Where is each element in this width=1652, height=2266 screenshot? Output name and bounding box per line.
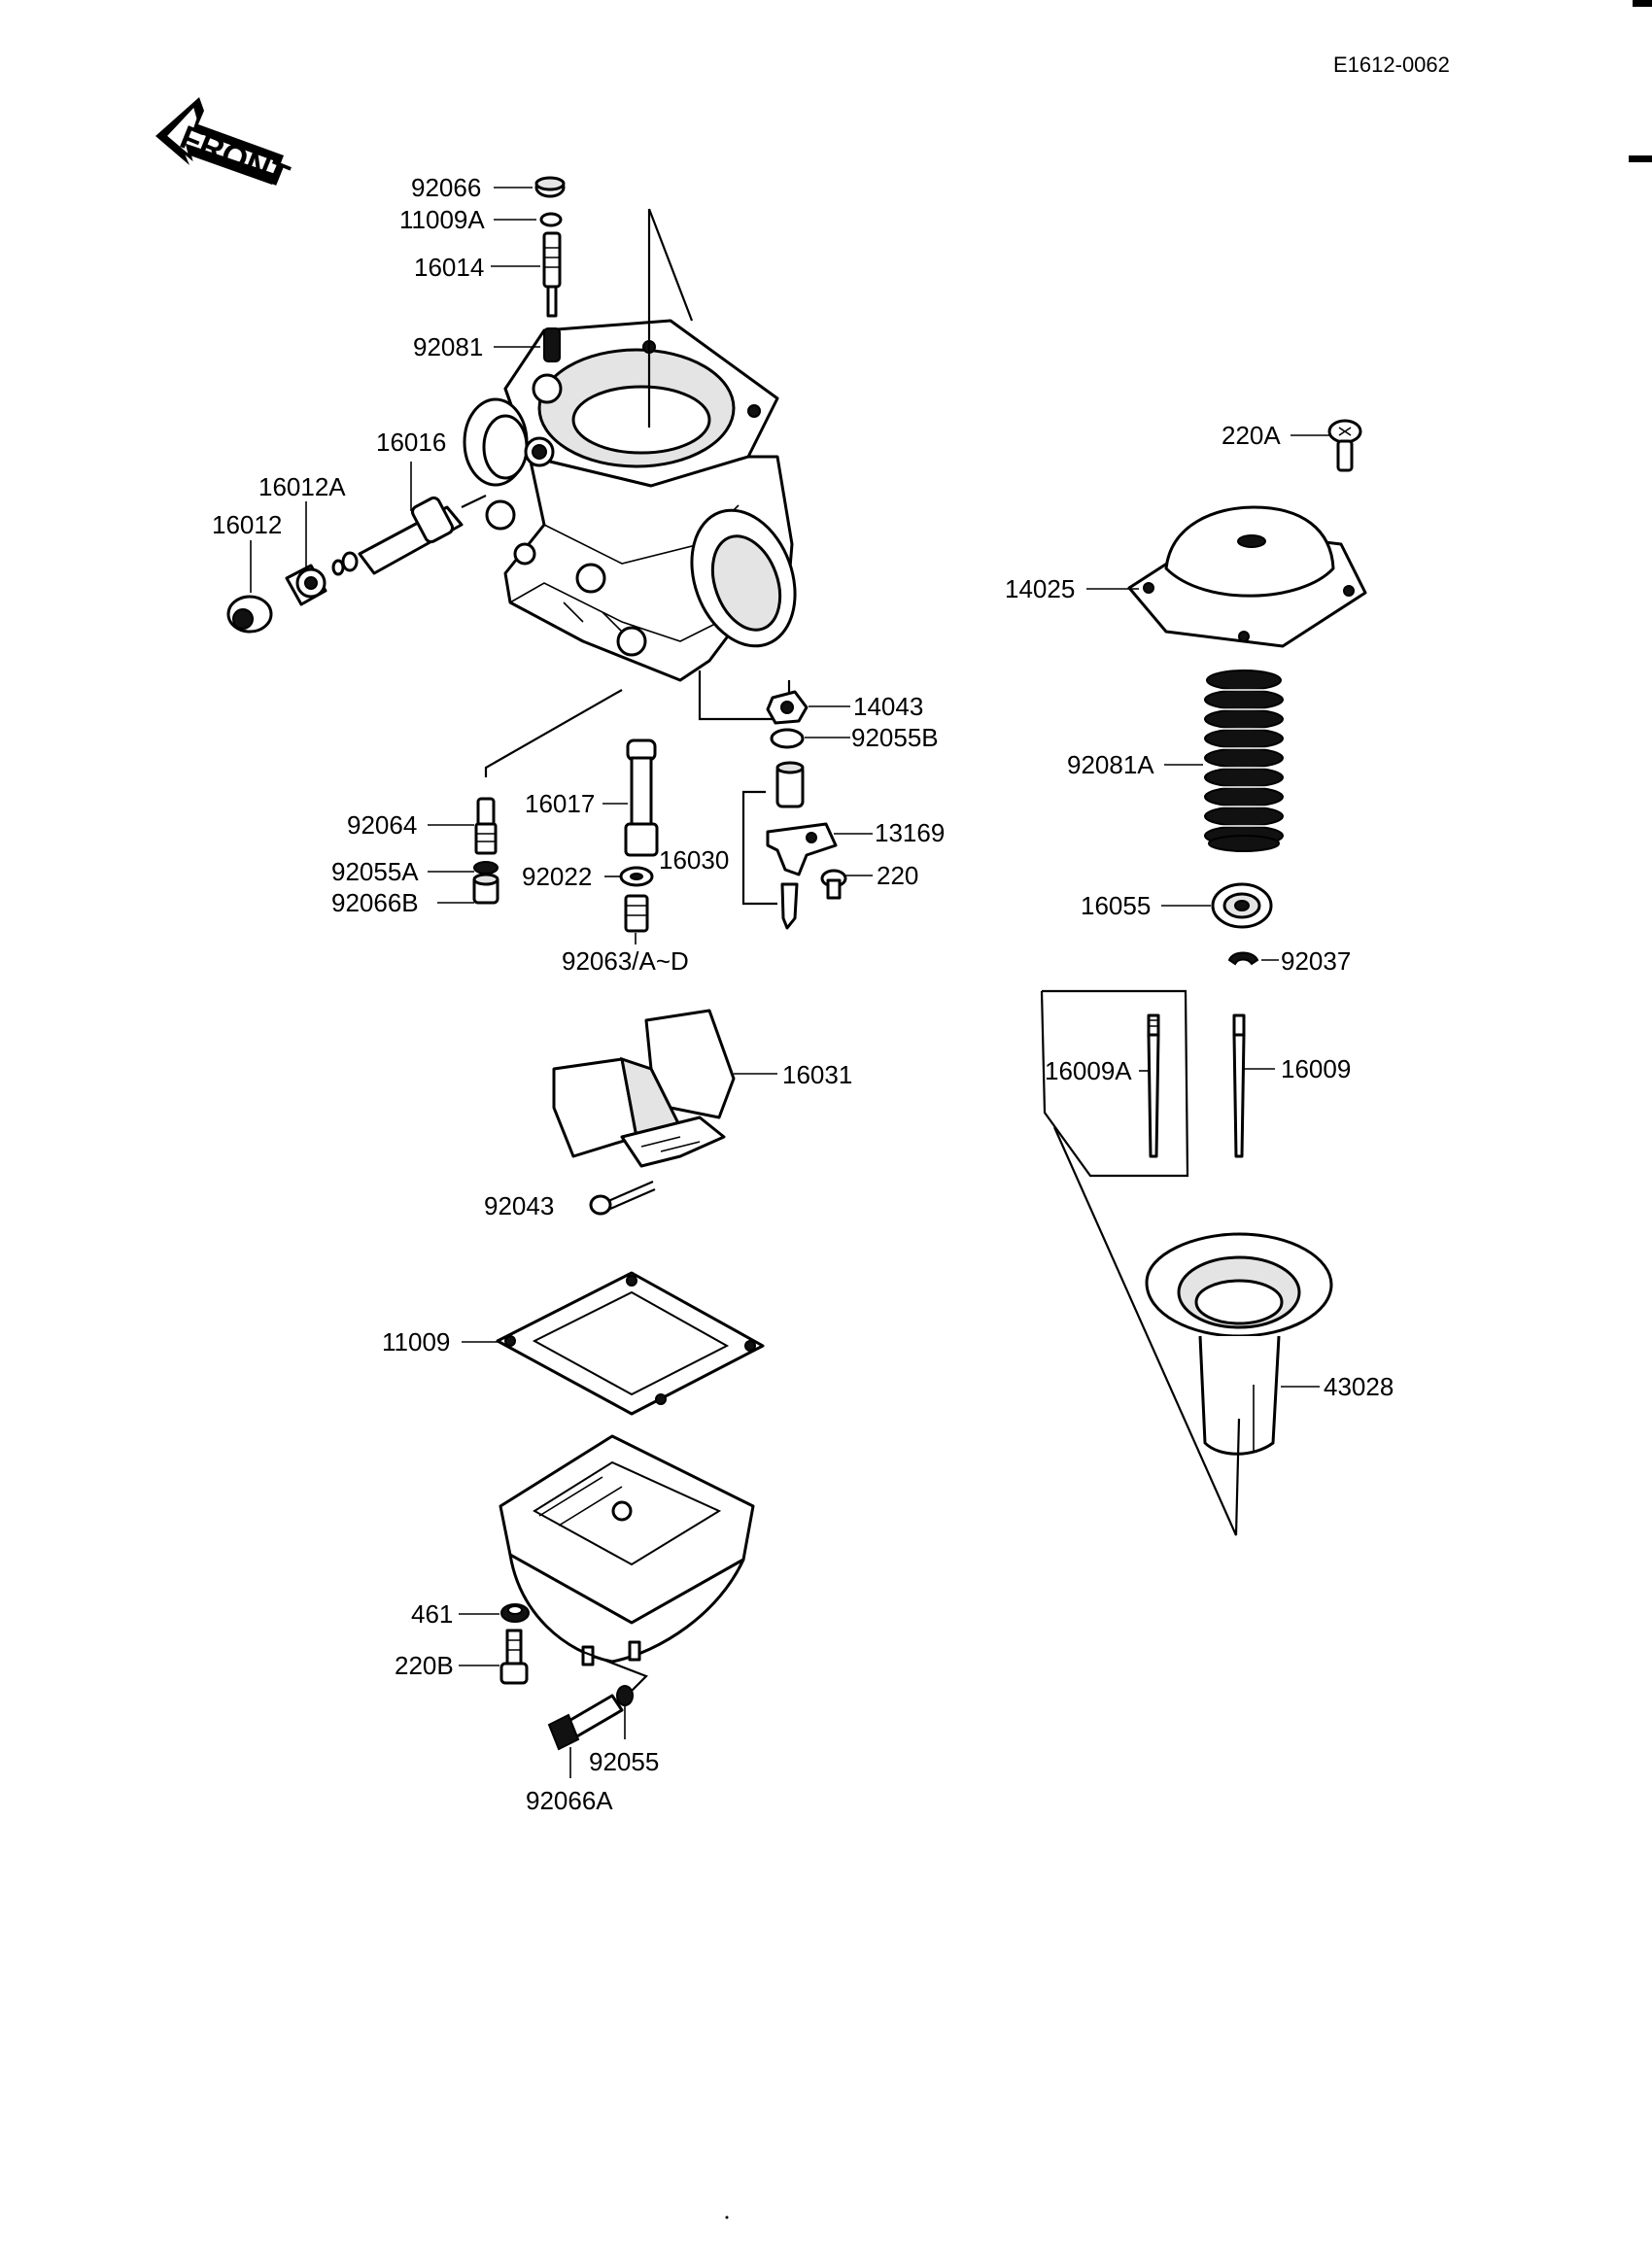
leader-lines: [251, 188, 1329, 1778]
label-92064: 92064: [347, 810, 418, 840]
part-92037: [1229, 953, 1257, 965]
small-washers: [333, 553, 357, 574]
part-43028: [1054, 1127, 1331, 1535]
part-16014: [544, 233, 560, 316]
label-16009: 16009: [1281, 1054, 1352, 1083]
part-16012A: [287, 566, 326, 604]
part-92022: [621, 868, 652, 885]
part-16055: [1213, 884, 1271, 927]
part-labels: [212, 173, 1394, 1815]
part-92066A: [549, 1696, 622, 1749]
label-220: 220: [877, 861, 919, 890]
label-92022: 92022: [522, 862, 593, 891]
part-16012: [228, 597, 271, 632]
label-16014: 16014: [414, 253, 485, 282]
label-14043: 14043: [853, 692, 924, 721]
part-92066: [536, 178, 564, 196]
part-13169: [768, 824, 836, 875]
part-220B: [501, 1631, 527, 1683]
label-16030: 16030: [659, 845, 730, 875]
part-14043: [768, 692, 807, 723]
front-arrow-icon: [155, 97, 294, 195]
page-dot: [726, 2216, 729, 2219]
label-16055: 16055: [1081, 891, 1152, 920]
edge-mark-mid: [1629, 155, 1652, 162]
label-16012A: 16012A: [258, 472, 346, 501]
label-92037: 92037: [1281, 946, 1352, 976]
label-92081A: 92081A: [1067, 750, 1154, 779]
part-92081A: [1205, 670, 1283, 851]
label-92055A: 92055A: [331, 857, 419, 886]
carburetor-body: [465, 209, 813, 680]
part-220A: [1329, 421, 1360, 470]
part-14025: [1129, 507, 1365, 646]
edge-mark-top: [1633, 0, 1652, 7]
part-92063: [626, 896, 647, 931]
part-16031: [554, 1011, 734, 1166]
part-16017: [626, 740, 657, 855]
label-14025: 14025: [1005, 574, 1076, 603]
label-92066B: 92066B: [331, 888, 419, 917]
part-220: [822, 871, 845, 898]
part-461: [501, 1604, 529, 1622]
label-220A: 220A: [1222, 421, 1281, 450]
label-16009A: 16009A: [1045, 1056, 1132, 1085]
float-bowl: [500, 1436, 753, 1665]
front-label: FRONT: [175, 119, 294, 196]
label-92063: 92063/A~D: [562, 946, 689, 976]
part-16016: [360, 496, 486, 573]
part-92055B: [772, 730, 803, 747]
label-92081: 92081: [413, 332, 484, 361]
part-92043: [591, 1182, 655, 1214]
part-92081: [544, 328, 560, 361]
drawing-code: E1612-0062: [1333, 52, 1450, 77]
part-16009: [1234, 1015, 1244, 1156]
label-461: 461: [411, 1599, 454, 1629]
label-13169: 13169: [875, 818, 946, 847]
label-11009: 11009: [382, 1327, 451, 1356]
label-43028: 43028: [1324, 1372, 1394, 1401]
label-92066: 92066: [411, 173, 482, 202]
label-92066A: 92066A: [526, 1786, 613, 1815]
label-92055: 92055: [589, 1747, 660, 1776]
label-92055B: 92055B: [851, 723, 939, 752]
label-16031: 16031: [782, 1060, 853, 1089]
part-92055A: [474, 862, 498, 874]
label-16016: 16016: [376, 428, 447, 457]
part-92064: [476, 799, 496, 853]
part-16009A: [1149, 1015, 1158, 1156]
label-11009A: 11009A: [399, 205, 485, 234]
label-92043: 92043: [484, 1191, 555, 1220]
label-16017: 16017: [525, 789, 596, 818]
part-11009: [498, 1273, 763, 1414]
part-11009A: [541, 214, 561, 225]
label-16012: 16012: [212, 510, 283, 539]
part-92066B: [474, 875, 498, 903]
label-220B: 220B: [395, 1651, 454, 1680]
